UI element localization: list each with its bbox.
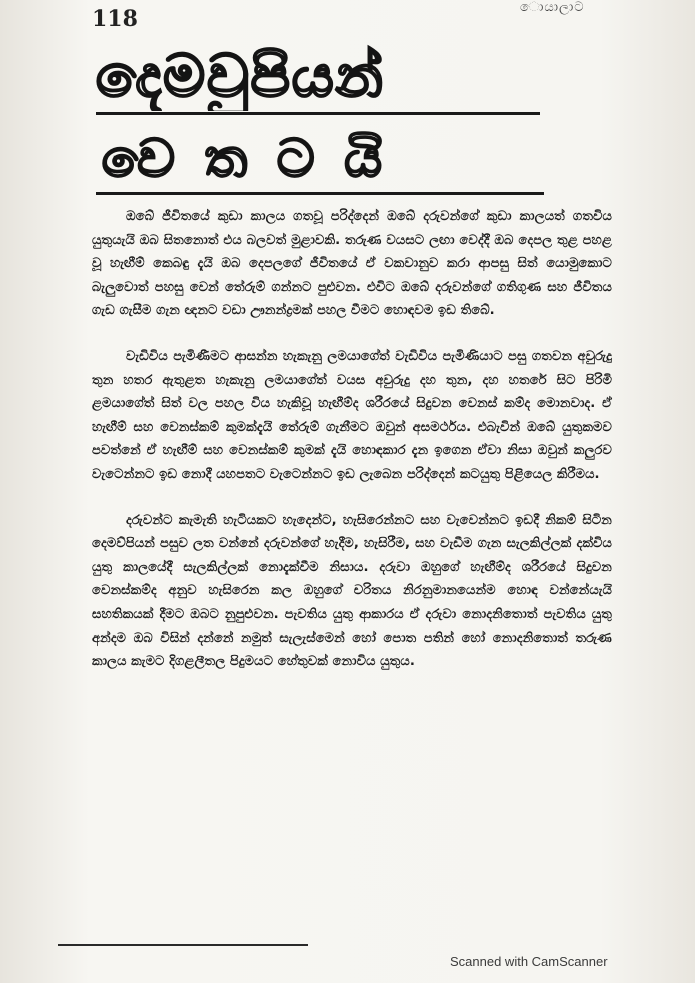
body-text (92, 205, 612, 674)
title-rule-top (96, 112, 540, 115)
chapter-title-line-1: දෙමවුපියන් (96, 42, 385, 110)
paragraph-3: දරුවන්ට කැමැති හැටියකට හැදෙන්ට, හැසිරෙන්නට සහ වැවෙන්නට ඉඩදී නිකම් සිටින දෙමව්පියන් පසුව ලත වන්නේ දරුවන්ගේ හැදීම, හැසිරීම, සහ වැඩීම ගැන සැලකිල්ලක් දක්විය යුතු කාලයේදී සැලකිල්ලක් නොදැක්වීම නිසාය. දරුවා ඔහුගේ හැඟීම්ද ශරීරයේ සිදුවන වෙනස්කම්ද අනුව හැසිරෙන කල ඔහුගේ චරිතය නිරනුමානයෙන්ම හොඳ වන්නේයැයි සහතිකයක් දීමට ඔබට නුපුළුවන. පැවතිය යුතු ආකාරය ඒ දරුවා නොදනිතොත් පැවතිය යුතු අන්දම ඔබ විසින් දන්නේ නමුත් සැලැස්මෙන් හෝ පොත පතින් හෝ නොදනිතොත් තරුණ කාලය කැමට දිගළලීතල පිදුමයට හේතුවක් නොවිය යුතුය. (92, 512, 612, 670)
paragraph-2: වැඩිවිය පැමිණීමට ආසන්න හැකැනු ලමයාගේත් වැඩිවිය පැමිණියාට පසු ගතවන අවුරුදු තුන හතර ඇතුළත හැකැනු ලමයාගේත් වයස අවුරුදු දහ තුන, දහ හතරේ සිට පිරිමි ළමයාගේත් සිත් වල පහල විය හැකිවූ හැඟීම්ද ශරීරයේ සිදුවන වෙනස් කම්ද මොනවාද. ඒ හැඟීම් සහ වෙනස්කම් කුමක්දැයි තේරුම් ගැනීමට ඔවුන් අසමර්ථය. එබැවින් ඔබේ යුතුකමව පවත්නේ ඒ හැඟීම් සහ වෙනස්කම් කුමක් දැයි හොඳකාර දැන ඉගෙන ඒවා නිසා ඔවුන් කලුරව වැටෙන්නට ඉඩ නොදී යහපතට වැටෙන්නට ඉඩ ලැබෙන පරිද්දෙන් කටයුතු පිළියෙල කිරීමය. (92, 348, 612, 482)
title-rule-bottom (96, 192, 544, 195)
running-head: ොයාලාට (520, 0, 585, 15)
paragraph-1: ඔබේ ජීවිතයේ කුඩා කාලය ගතවූ පරිද්දෙන් ඔබේ දරුවන්ගේ කුඩා කාලයත් ගතවිය යුතුයැයි ඔබ සිතනොත් එය බලවත් මුළාවකි. තරුණ වයසට ලඟා වෙද්දී ඔබ දෙපල තුළ පහළ වූ හැඟීම් කෙබඳු දැයි ඔබ දෙපලගේ ජීවිතයේ ඒ වකවානුව කරා ආපසු සිත් යොමුකොට බැලුවොත් පහසු වෙන් තේරුම් ගන්නට පුළුවන. එවිට ඔබේ දරුවන්ගේ ගතිගුණ සහ ජීවිතය ගැඩ ගැසීම ගැන ඥනට වඩා ඌනන්ද්‍රමක් පහල වීමට හොඳවම ඉඩ තිබේ. (92, 209, 612, 319)
scanner-watermark: Scanned with CamScanner (450, 954, 608, 969)
page-number: 118 (92, 6, 138, 32)
footer-rule (58, 944, 308, 946)
chapter-title-line-2: වෙතටයි (102, 128, 412, 189)
